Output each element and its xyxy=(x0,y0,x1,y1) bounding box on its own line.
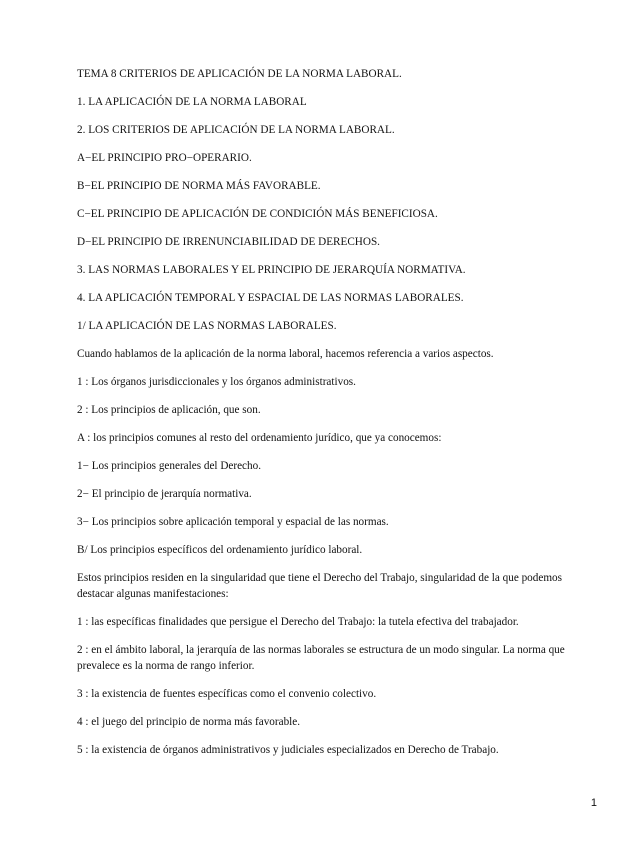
document-title: TEMA 8 CRITERIOS DE APLICACIÓN DE LA NORMA LABORAL. xyxy=(77,68,402,80)
body-paragraph: Cuando hablamos de la aplicación de la norma laboral, hacemos referencia a varios aspectos. xyxy=(77,348,494,360)
body-paragraph: 4 : el juego del principio de norma más favorable. xyxy=(77,716,301,728)
body-paragraph: 1 : las específicas finalidades que persigue el Derecho del Trabajo: la tutela efectiva del trabajador. xyxy=(77,616,519,628)
index-item: 2. LOS CRITERIOS DE APLICACIÓN DE LA NORMA LABORAL. xyxy=(77,124,395,136)
body-paragraph: 2− El principio de jerarquía normativa. xyxy=(77,488,252,500)
index-item: D−EL PRINCIPIO DE IRRENUNCIABILIDAD DE DERECHOS. xyxy=(77,236,380,248)
section-heading: 1/ LA APLICACIÓN DE LAS NORMAS LABORALES. xyxy=(77,320,337,332)
index-item: C−EL PRINCIPIO DE APLICACIÓN DE CONDICIÓN MÁS BENEFICIOSA. xyxy=(77,208,438,220)
index-item: 3. LAS NORMAS LABORALES Y EL PRINCIPIO DE JERARQUÍA NORMATIVA. xyxy=(77,264,466,276)
index-item: 1. LA APLICACIÓN DE LA NORMA LABORAL xyxy=(77,96,307,108)
index-item: 4. LA APLICACIÓN TEMPORAL Y ESPACIAL DE LAS NORMAS LABORALES. xyxy=(77,292,464,304)
index-item: B−EL PRINCIPIO DE NORMA MÁS FAVORABLE. xyxy=(77,180,321,192)
body-paragraph: 3 : la existencia de fuentes específicas como el convenio colectivo. xyxy=(77,688,377,700)
body-paragraph: 2 : en el ámbito laboral, la jerarquía de las normas laborales se estructura de un modo singular. La norma que prevalece es la norma de rango inferior. xyxy=(77,644,565,672)
body-paragraph: 2 : Los principios de aplicación, que son. xyxy=(77,404,261,416)
document-body xyxy=(77,66,597,770)
body-paragraph: 3− Los principios sobre aplicación temporal y espacial de las normas. xyxy=(77,516,389,528)
index-item: A−EL PRINCIPIO PRO−OPERARIO. xyxy=(77,152,252,164)
body-paragraph: 1 : Los órganos jurisdiccionales y los órganos administrativos. xyxy=(77,376,356,388)
body-paragraph: 1− Los principios generales del Derecho. xyxy=(77,460,262,472)
page-number: 1 xyxy=(590,797,597,809)
body-paragraph: 5 : la existencia de órganos administrativos y judiciales especializados en Derecho de Trabajo. xyxy=(77,744,499,756)
body-paragraph: B/ Los principios específicos del ordenamiento jurídico laboral. xyxy=(77,544,363,556)
body-paragraph: Estos principios residen en la singularidad que tiene el Derecho del Trabajo, singularidad de la que podemos destacar algunas manifestaciones: xyxy=(77,572,562,600)
body-paragraph: A : los principios comunes al resto del ordenamiento jurídico, que ya conocemos: xyxy=(77,432,442,444)
